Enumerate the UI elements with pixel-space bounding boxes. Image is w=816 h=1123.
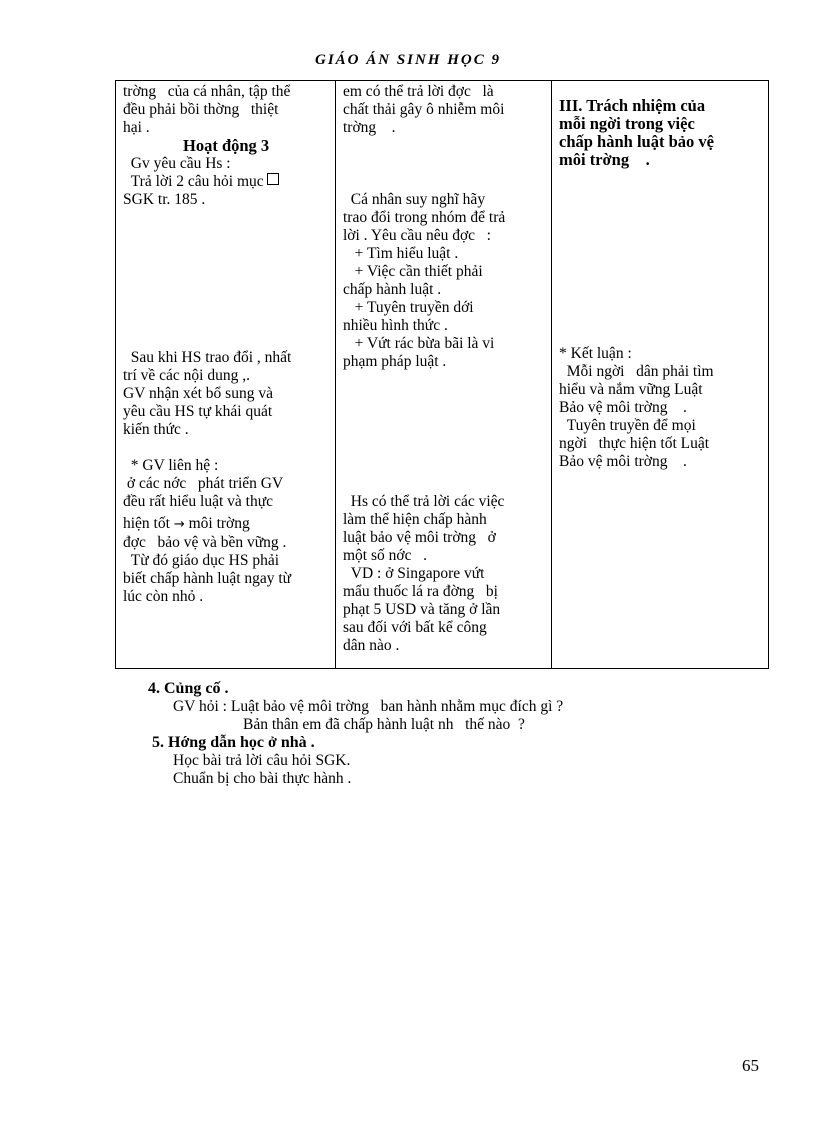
text-line: Mỗi ngời dân phải tìm xyxy=(559,363,714,380)
text-line: Từ đó giáo dục HS phải xyxy=(123,552,280,569)
text-line: hiện tốt → môi trờng xyxy=(123,515,250,532)
text-line: một số nớc . xyxy=(343,547,427,564)
text-line: Hs có thể trả lời các việc xyxy=(343,493,505,510)
text-line: trờng . xyxy=(343,119,396,136)
text-line: hiểu và nắm vững Luật xyxy=(559,381,703,398)
text-line: phạt 5 USD và tăng ở lần xyxy=(343,601,501,618)
text-line: hại . xyxy=(123,119,150,136)
text-line: trí về các nội dung ,. xyxy=(123,367,250,384)
content-column xyxy=(552,81,769,669)
text-line: * Kết luận : xyxy=(559,345,632,362)
text-line: đều rất hiểu luật và thực xyxy=(123,493,273,510)
text-line: lúc còn nhỏ . xyxy=(123,588,204,605)
review-question: GV hỏi : Luật bảo vệ môi trờng ban hành nhằm mục đích gì ? xyxy=(173,698,564,715)
text-line: sau đối với bất kể công xyxy=(343,619,487,636)
section-title: chấp hành luật bảo vệ xyxy=(559,132,714,151)
text-line: Sau khi HS trao đổi , nhất xyxy=(123,349,292,366)
review-question: Bản thân em đã chấp hành luật nh thế nào ? xyxy=(243,716,525,733)
text-line: đợc bảo vệ và bền vững . xyxy=(123,534,287,551)
page-number: 65 xyxy=(742,1056,759,1075)
text-line: kiến thức . xyxy=(123,421,189,438)
text-line: dân nào . xyxy=(343,637,400,654)
student-activity-column xyxy=(336,81,552,669)
text-line: mẩu thuốc lá ra đờng bị xyxy=(343,583,498,600)
right-arrow-icon: → xyxy=(173,517,185,532)
text-line: nhiều hình thức . xyxy=(343,317,448,334)
text-line: Gv yêu cầu Hs : xyxy=(123,155,231,172)
text-line: biết chấp hành luật ngay từ xyxy=(123,570,292,587)
text-line: SGK tr. 185 . xyxy=(123,191,206,208)
text-line: trờng của cá nhân, tập thể xyxy=(123,83,291,100)
text-line: luật bảo vệ môi trờng ở xyxy=(343,529,496,546)
homework-line: Học bài trả lời câu hỏi SGK. xyxy=(173,752,351,769)
text-line: + Việc cần thiết phải xyxy=(343,263,483,280)
text-line: Trả lời 2 câu hỏi mục xyxy=(123,173,330,191)
text-line: đều phải bồi thờng thiệt xyxy=(123,101,279,118)
checkbox-symbol-icon xyxy=(267,173,279,185)
text-line: trao đổi trong nhóm để trả xyxy=(343,209,506,226)
text-line: Bảo vệ môi trờng . xyxy=(559,399,687,416)
text-line: Tuyên truyền để mọi xyxy=(559,417,696,434)
homework-line: Chuẩn bị cho bài thực hành . xyxy=(173,770,352,787)
section-title: mỗi ngời trong việc xyxy=(559,114,695,133)
text-line: VD : ở Singapore vứt xyxy=(343,565,485,582)
text-line: * GV liên hệ : xyxy=(123,457,219,474)
section-title: môi trờng . xyxy=(559,150,650,169)
review-heading: 4. Củng cố . xyxy=(148,680,229,697)
review-and-homework xyxy=(148,680,563,788)
text-line: + Tìm hiểu luật . xyxy=(343,245,459,262)
text-line: ở các nớc phát triển GV xyxy=(123,475,284,492)
text-line: chấp hành luật . xyxy=(343,281,442,298)
section-title: III. Trách nhiệm của xyxy=(559,96,706,115)
text-line: Cá nhân suy nghĩ hãy xyxy=(343,191,486,208)
running-header: GIÁO ÁN SINH HỌC 9 xyxy=(314,52,502,68)
text-line: GV nhận xét bổ sung và xyxy=(123,385,273,402)
text-line: + Tuyên truyền dới xyxy=(343,299,474,316)
text-line: lời . Yêu cầu nêu đợc : xyxy=(343,227,491,244)
activity-heading: Hoạt động 3 xyxy=(183,136,270,155)
text-line: + Vứt rác bừa bãi là vi xyxy=(343,335,495,352)
homework-heading: 5. Hớng dẫn học ở nhà . xyxy=(152,734,315,751)
teacher-activity-column xyxy=(116,81,336,669)
text-line: yêu cầu HS tự khái quát xyxy=(123,403,273,420)
text-line: làm thể hiện chấp hành xyxy=(343,511,487,528)
text-line: chất thải gây ô nhiễm môi xyxy=(343,101,505,118)
lesson-table xyxy=(115,80,769,669)
text-line: ngời thực hiện tốt Luật xyxy=(559,435,710,452)
text-line: phạm pháp luật . xyxy=(343,353,447,370)
text-line: Bảo vệ môi trờng . xyxy=(559,453,687,470)
text-line: em có thể trả lời đợc là xyxy=(343,83,494,100)
